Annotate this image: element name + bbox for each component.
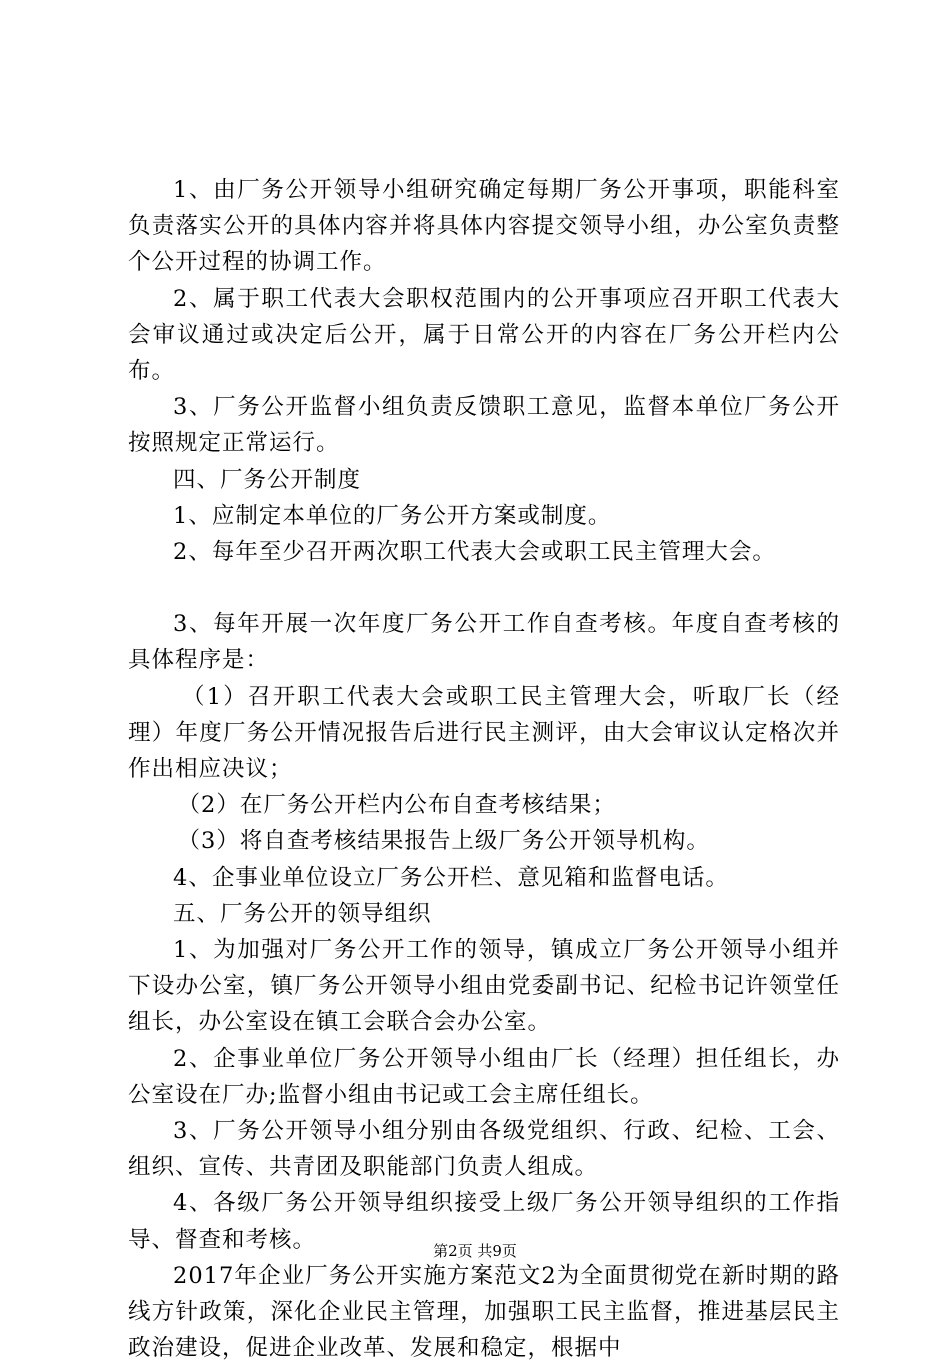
paragraph-1: 1、由厂务公开领导小组研究确定每期厂务公开事项，职能科室负责落实公开的具体内容并将具体内容提交领导小组，办公室负责整个公开过程的协调工作。 [128,177,840,276]
paragraph-10: （3）将自查考核结果报告上级厂务公开领导机构。 [177,828,710,855]
paragraph-8: （1）召开职工代表大会或职工民主管理大会，听取厂长（经理）年度厂务公开情况报告后进行民主测评，由大会审议认定格次并作出相应决议； [128,683,840,783]
paragraph-17: 2017年企业厂务公开实施方案范文2为全面贯彻党在新时期的路线方针政策，深化企业民主管理，加强职工民主监督，推进基层民主政治建设，促进企业改革、发展和稳定，根据中 [128,1262,840,1362]
paragraph-13: 1、为加强对厂务公开工作的领导，镇成立厂务公开领导小组并下设办公室，镇厂务公开领导小组由党委副书记、纪检书记许领堂任组长，办公室设在镇工会联合会办公室。 [128,937,840,1036]
document-body [128,172,840,1367]
paragraph-5: 1、应制定本单位的厂务公开方案或制度。 [173,502,612,529]
page-number-footer: 第2页 共9页 [433,1242,517,1260]
section-heading-5: 五、厂务公开的领导组织 [173,900,432,927]
paragraph-6: 2、每年至少召开两次职工代表大会或职工民主管理大会。 [173,539,776,566]
paragraph-3: 3、厂务公开监督小组负责反馈职工意见，监督本单位厂务公开按照规定正常运行。 [128,394,840,457]
paragraph-9: （2）在厂务公开栏内公布自查考核结果； [177,792,616,819]
paragraph-2: 2、属于职工代表大会职权范围内的公开事项应召开职工代表大会审议通过或决定后公开，属于日常公开的内容在厂务公开栏内公布。 [128,285,840,385]
paragraph-11: 4、企事业单位设立厂务公开栏、意见箱和监督电话。 [173,864,729,891]
section-heading-4: 四、厂务公开制度 [173,466,362,493]
paragraph-14: 2、企事业单位厂务公开领导小组由厂长（经理）担任组长，办公室设在厂办;监督小组由书记或工会主席任组长。 [128,1045,840,1108]
paragraph-15: 3、厂务公开领导小组分别由各级党组织、行政、纪检、工会、组织、宣传、共青团及职能部门负责人组成。 [128,1118,840,1181]
paragraph-16: 4、各级厂务公开领导组织接受上级厂务公开领导组织的工作指导、督查和考核。 [128,1190,840,1253]
paragraph-7: 3、每年开展一次年度厂务公开工作自查考核。年度自查考核的具体程序是： [128,611,840,674]
